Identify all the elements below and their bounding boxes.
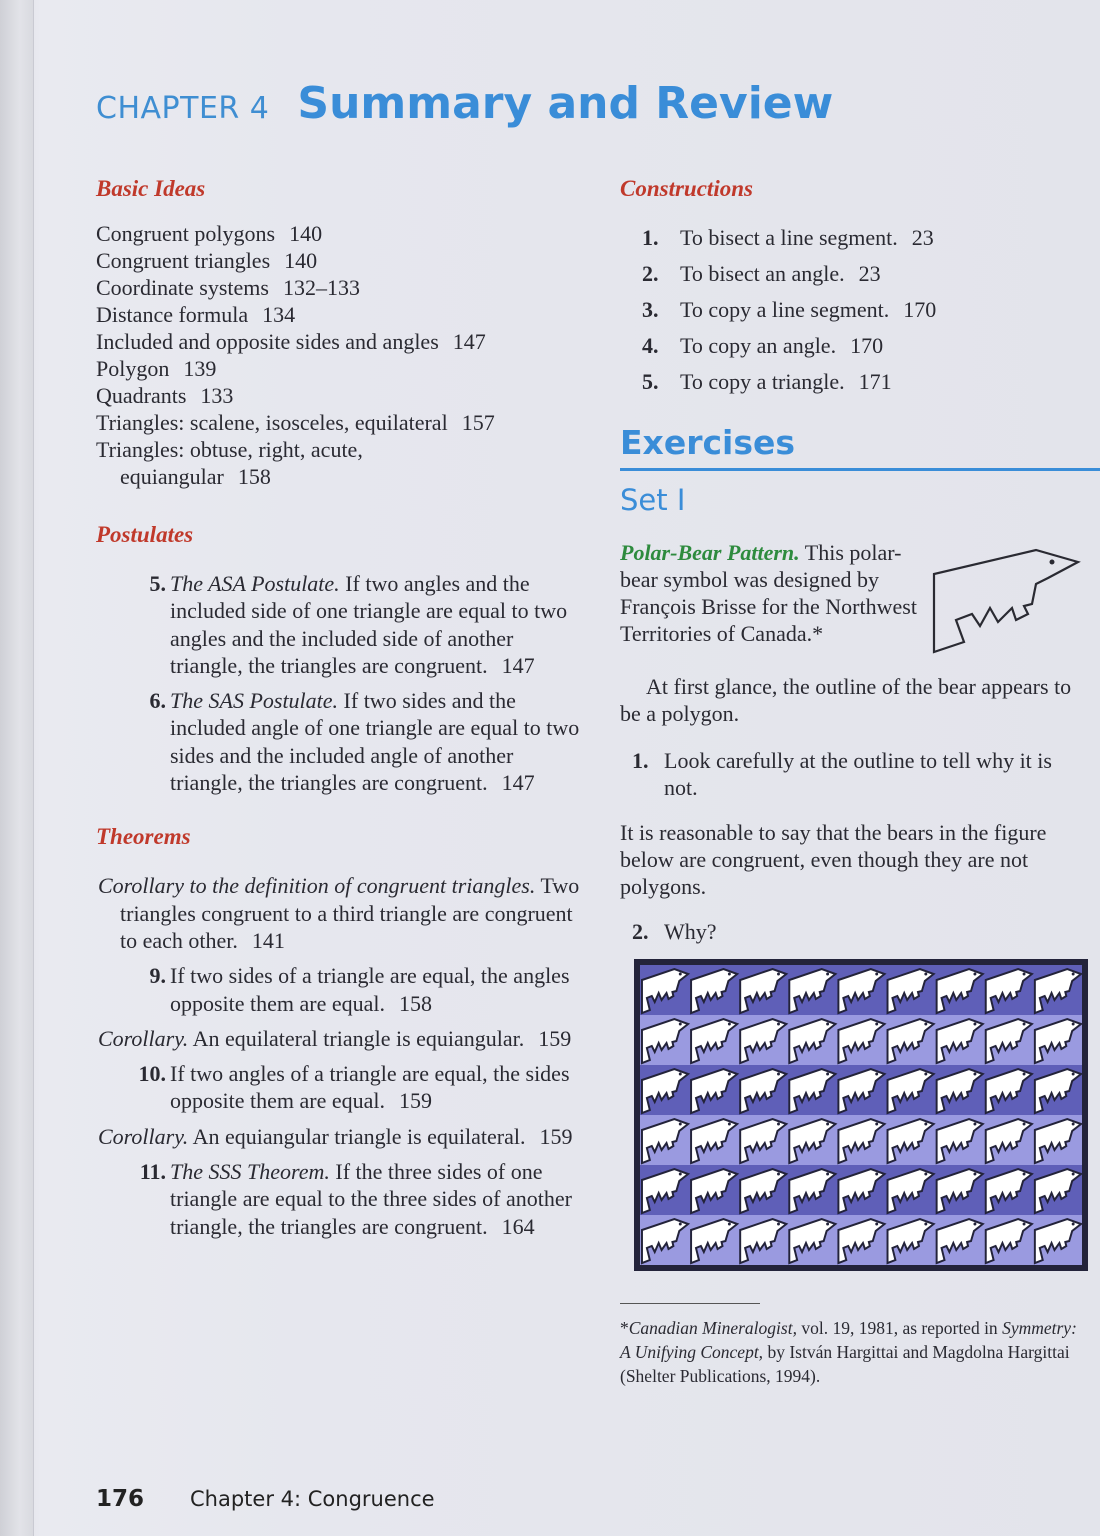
running-footer: Chapter 4: Congruence <box>190 1487 435 1511</box>
page-number: 176 <box>96 1486 145 1512</box>
bear-eye <box>875 1023 878 1026</box>
bear-eye <box>973 1223 976 1226</box>
theorems-heading: Theorems <box>96 824 191 850</box>
bear-eye <box>777 973 780 976</box>
index-entry: Congruent polygons 140 <box>96 221 323 246</box>
bear-eye <box>679 1073 682 1076</box>
bear-eye <box>973 973 976 976</box>
bear-eye <box>875 1123 878 1126</box>
bear-eye <box>973 1073 976 1076</box>
bear-eye <box>728 1023 731 1026</box>
footnote: *Canadian Mineralogist, vol. 19, 1981, as reported in Symmetry: A Unifying Concept, by István Hargittai and Magdolna Hargittai (Shelter Publications, 1994). <box>620 1318 1077 1386</box>
bear-eye <box>1023 1123 1026 1126</box>
bear-eye <box>973 1173 976 1176</box>
corollary-equiangular: Corollary. An equiangular triangle is equilateral. 159 <box>98 1123 573 1149</box>
index-entry: Distance formula 134 <box>96 302 296 327</box>
index-entry: Coordinate systems 132–133 <box>96 275 360 300</box>
theorem-9: 9. If two sides of a triangle are equal, the angles opposite them are equal. 158 <box>149 963 570 1016</box>
bear-eye <box>875 1223 878 1226</box>
bear-eye <box>875 973 878 976</box>
bear-eye <box>973 1123 976 1126</box>
bear-eye <box>826 1173 829 1176</box>
bear-eye <box>679 1173 682 1176</box>
bear-eye <box>875 1073 878 1076</box>
chapter-label: CHAPTER 4 <box>96 91 270 126</box>
question-2: 2. Why? <box>632 919 717 944</box>
bear-eye <box>679 973 682 976</box>
page-footer <box>96 1486 435 1512</box>
bear-eye <box>875 1173 878 1176</box>
tessellation-svg <box>640 965 1082 1265</box>
construction-3: 3. To copy a line segment. 170 <box>642 297 937 322</box>
bear-eye <box>924 1223 927 1226</box>
bear-eye <box>777 1173 780 1176</box>
construction-5: 5. To copy a triangle. 171 <box>642 369 892 394</box>
bear-eye <box>1072 1223 1075 1226</box>
index-entry: Congruent triangles 140 <box>96 248 318 273</box>
paragraph-first-glance: At first glance, the outline of the bear appears to be a polygon. <box>620 674 1072 726</box>
polar-bear-heading: Polar-Bear Pattern. <box>620 540 800 565</box>
index-entry: Triangles: obtuse, right, acute, equiangular 158 <box>96 437 363 489</box>
postulate-6: 6. The SAS Postulate. If two sides and the included angle of one triangle are equal to two sides and the included angle of another triangle, the triangles are congruent. 147 <box>149 688 580 796</box>
bear-eye <box>728 1123 731 1126</box>
paragraph-reasonable: It is reasonable to say that the bears in the figure below are congruent, even though they are not polygons. <box>620 820 1047 899</box>
set-title: Set I <box>620 483 686 517</box>
index-entry: Triangles: scalene, isosceles, equilateral 157 <box>96 410 495 435</box>
polar-bear-tessellation <box>634 959 1088 1271</box>
construction-4: 4. To copy an angle. 170 <box>642 333 884 358</box>
basic-ideas-list <box>96 220 586 490</box>
bear-eye <box>1072 973 1075 976</box>
book-spine <box>0 0 34 1536</box>
bear-eye <box>924 1073 927 1076</box>
bear-eye <box>1072 1023 1075 1026</box>
bear-eye <box>679 1223 682 1226</box>
footnote-rule <box>620 1303 760 1304</box>
chapter-header <box>96 78 833 129</box>
chapter-title: Summary and Review <box>297 78 834 129</box>
index-entry: Included and opposite sides and angles 147 <box>96 329 486 354</box>
bear-eye <box>1072 1123 1075 1126</box>
theorem-10: 10. If two angles of a triangle are equal, the sides opposite them are equal. 159 <box>138 1061 570 1114</box>
constructions-heading: Constructions <box>620 176 753 201</box>
bear-eye <box>1023 1223 1026 1226</box>
postulates-heading: Postulates <box>96 522 194 547</box>
bear-eye <box>728 973 731 976</box>
theorem-11: 11. The SSS Theorem. If the three sides of one triangle are equal to the three sides of another triangle, the triangles are congruent. 164 <box>139 1159 572 1239</box>
bear-eye <box>777 1023 780 1026</box>
bear-eye <box>728 1073 731 1076</box>
construction-2: 2. To bisect an angle. 23 <box>642 261 881 286</box>
index-entry: Polygon 139 <box>96 356 217 381</box>
bear-eye <box>1072 1073 1075 1076</box>
bear-eye <box>728 1223 731 1226</box>
bear-eye <box>777 1223 780 1226</box>
bear-eye <box>679 1023 682 1026</box>
bear-eye <box>826 1073 829 1076</box>
basic-ideas-heading: Basic Ideas <box>96 176 206 201</box>
bear-eye <box>826 1223 829 1226</box>
bear-eye <box>924 1173 927 1176</box>
bear-eye <box>1023 1023 1026 1026</box>
bear-eye <box>924 1123 927 1126</box>
bear-eye <box>679 1123 682 1126</box>
polar-bear-intro: Polar-Bear Pattern. This polar-bear symbol was designed by François Brisse for the Northwest Territories of Canada.* <box>620 539 920 647</box>
postulate-5: 5. The ASA Postulate. If two angles and the included side of one triangle are equal to two angles and the included side of another triangle, the triangles are congruent. 147 <box>149 571 568 678</box>
bear-eye <box>1072 1173 1075 1176</box>
bear-eye <box>777 1123 780 1126</box>
bear-eye <box>826 1123 829 1126</box>
bear-eye <box>826 1023 829 1026</box>
right-column <box>620 176 1090 1388</box>
left-column <box>96 176 586 1248</box>
bear-eye <box>728 1173 731 1176</box>
exercises-title: Exercises <box>620 423 796 462</box>
construction-1: 1. To bisect a line segment. 23 <box>642 225 934 250</box>
bear-eye <box>1023 1173 1026 1176</box>
polar-bear-outline-figure <box>928 544 1084 656</box>
bear-eye <box>1023 973 1026 976</box>
question-1: 1. Look carefully at the outline to tell why it is not. <box>632 748 1052 800</box>
corollary-equilateral: Corollary. An equilateral triangle is equiangular. 159 <box>98 1025 572 1051</box>
index-entry: Quadrants 133 <box>96 383 234 408</box>
bear-eye <box>924 973 927 976</box>
bear-eye <box>826 973 829 976</box>
bear-eye <box>973 1023 976 1026</box>
bear-eye <box>1023 1073 1026 1076</box>
bear-eye <box>924 1023 927 1026</box>
corollary-definition: Corollary to the definition of congruent triangles. Two triangles congruent to a third triangle are congruent to each other. 141 <box>98 873 580 953</box>
exercises-rule <box>620 468 1100 471</box>
bear-eye <box>777 1073 780 1076</box>
